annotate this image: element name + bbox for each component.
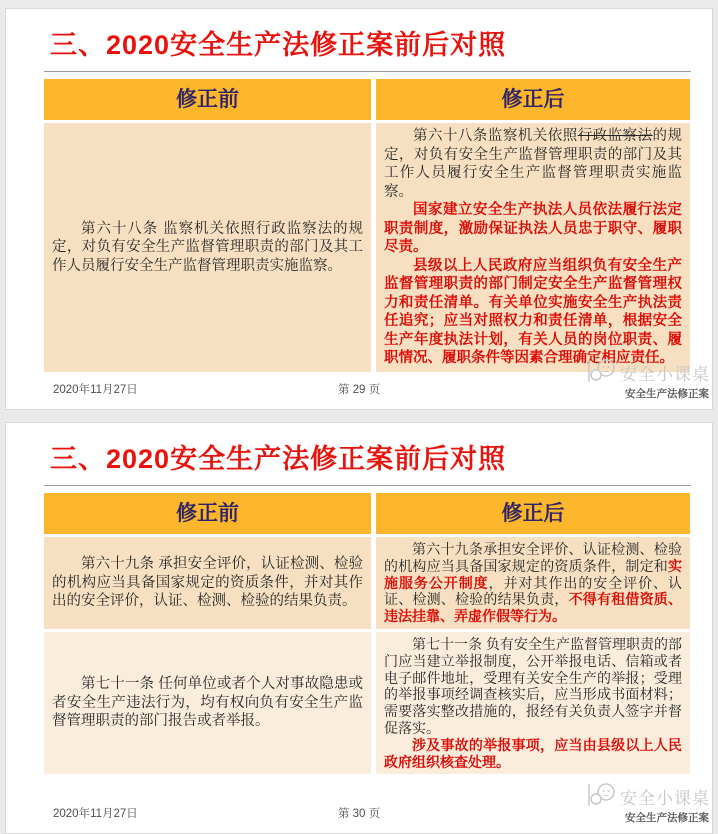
footer-page-number: 第 30 页 bbox=[337, 808, 381, 820]
comparison-table bbox=[44, 79, 690, 372]
watermark-subtitle: 安全生产法修正案 bbox=[625, 812, 709, 824]
article71-after-text: 第七十一条 负有安全生产监督管理职责的部门应当建立举报制度，公开举报电话、信箱或者电子邮件地址，受理有关安全生产的举报；受理的举报事项经调查核实后，应当形成书面材料；需要落实整改措施的，报经有关负责人签字并督促落实。 bbox=[384, 635, 682, 736]
article69-new-text-1: 实施服务公开制度 bbox=[384, 557, 682, 591]
article68-after-seg1: 第六十八条监察机关依照 bbox=[413, 128, 578, 144]
mascot-faces-icon bbox=[586, 358, 618, 387]
title-divider bbox=[44, 71, 691, 72]
column-header-before: 修正前 bbox=[44, 79, 371, 120]
article69-new-text-2: 不得有租借资质、违法挂靠、弄虚作假等行为。 bbox=[384, 591, 683, 625]
article68-after-seg3: 的规定，对负有安全生产监督管理职责的部门及其工作人员履行安全生产监督管理职责实施监察。 bbox=[384, 128, 683, 200]
article68-before-text: 第六十八条 监察机关依照行政监察法的规定，对负有安全生产监督管理职责的部门及其工作人员履行安全生产监督管理职责实施监察。 bbox=[52, 220, 363, 274]
watermark-brand: 安全小课桌 bbox=[620, 789, 710, 808]
column-header-before: 修正前 bbox=[44, 493, 371, 534]
article71-before-text: 第七十一条 任何单位或者个人对事故隐患或者安全生产违法行为，均有权向负有安全生产监督管理职责的部门报告或者举报。 bbox=[52, 676, 363, 730]
article68-new-clause-2: 县级以上人民政府应当组织负有安全生产监督管理职责的部门制定安全生产监督管理权力和责任清单。有关单位实施安全生产执法责任追究；应当对照权力和责任清单，根据安全生产年度执法计划，有关人员的岗位职责、履职情况、履职条件等因素合理确定相应责任。 bbox=[384, 257, 682, 366]
article69-after-seg1: 第六十九条承担安全评价、认证检测、检验的机构应当具备国家规定的资质条件，制定和 bbox=[384, 541, 682, 574]
footer-date: 2020年11月27日 bbox=[53, 384, 138, 396]
table-header-row bbox=[44, 79, 690, 120]
slide-page-29 bbox=[5, 8, 713, 410]
table-header-row bbox=[44, 493, 690, 534]
table-row bbox=[44, 537, 690, 629]
article68-after-paragraph bbox=[384, 127, 682, 201]
article68-after-deleted-text: 行政监察法 bbox=[577, 128, 653, 144]
watermark-row bbox=[570, 782, 710, 811]
slide-footer bbox=[6, 359, 712, 401]
article69-before-text: 第六十九条 承担安全评价，认证检测、检验的机构应当具备国家规定的资质条件，并对其作出的安全评价，认证、检测、检验的结果负责。 bbox=[52, 556, 363, 610]
footer-date: 2020年11月27日 bbox=[53, 808, 138, 820]
cell-article71-before bbox=[44, 632, 371, 774]
column-header-after: 修正后 bbox=[376, 79, 690, 120]
watermark-subtitle: 安全生产法修正案 bbox=[625, 388, 709, 400]
watermark bbox=[570, 782, 710, 825]
slide-page-30 bbox=[5, 422, 713, 834]
mascot-faces-icon bbox=[586, 782, 618, 811]
slide-footer bbox=[6, 783, 712, 825]
comparison-table bbox=[44, 493, 690, 774]
watermark-brand: 安全小课桌 bbox=[620, 365, 710, 384]
table-row bbox=[44, 632, 690, 774]
article69-after-seg3: ，并对其作出的安全评价、认证、检测、检验的结果负责， bbox=[384, 574, 683, 608]
cell-article68-after bbox=[376, 123, 690, 372]
article68-new-clause-1: 国家建立安全生产执法人员依法履行法定职责制度，激励保证执法人员忠于职守、履职尽责。 bbox=[384, 202, 682, 255]
slide-title: 三、2020安全生产法修正案前后对照 bbox=[50, 30, 507, 60]
cell-article69-after bbox=[376, 537, 690, 629]
article69-after-paragraph bbox=[384, 541, 682, 625]
slide-title: 三、2020安全生产法修正案前后对照 bbox=[50, 444, 507, 474]
footer-page-number: 第 29 页 bbox=[337, 384, 381, 396]
cell-article71-after bbox=[376, 632, 690, 774]
title-divider bbox=[44, 485, 691, 486]
cell-article68-before bbox=[44, 123, 371, 372]
watermark bbox=[570, 358, 710, 401]
watermark-row bbox=[570, 358, 710, 387]
table-row bbox=[44, 123, 690, 372]
cell-article69-before bbox=[44, 537, 371, 629]
article71-new-clause: 涉及事故的举报事项，应当由县级以上人民政府组织核查处理。 bbox=[384, 736, 682, 770]
column-header-after: 修正后 bbox=[376, 493, 690, 534]
